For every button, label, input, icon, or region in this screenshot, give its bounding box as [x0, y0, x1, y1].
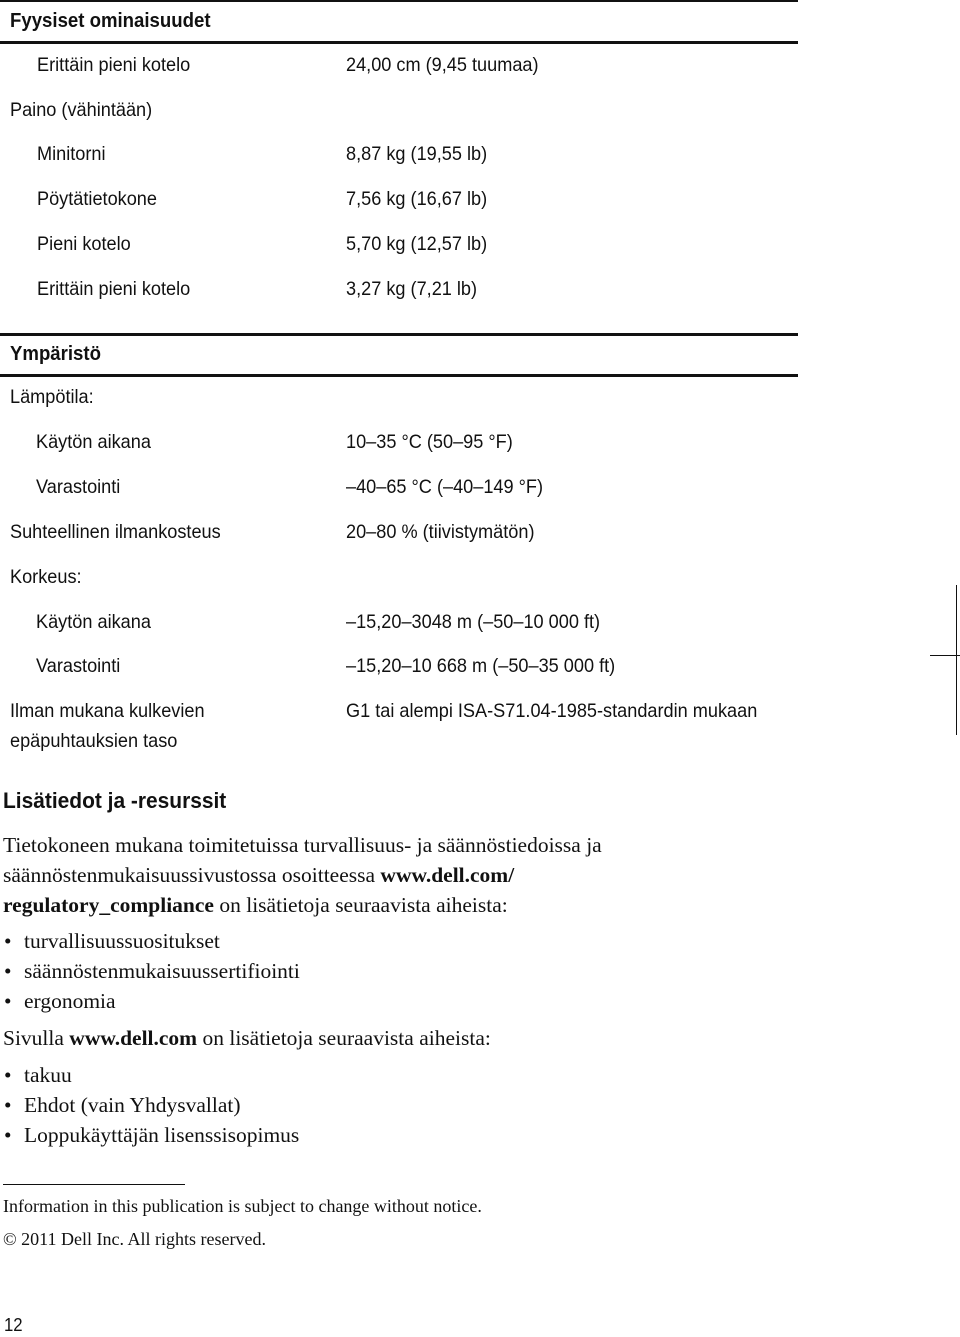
contaminant-label-line2: epäpuhtauksien taso [10, 730, 178, 752]
top-rule [0, 0, 798, 2]
temp-storage-label: Varastointi [36, 476, 121, 498]
regulatory-link-part2[interactable]: regulatory_compliance [3, 893, 214, 917]
weight-small-value: 5,70 kg (12,57 lb) [346, 233, 488, 255]
weight-label: Paino (vähintään) [10, 99, 153, 121]
weight-small-label: Pieni kotelo [37, 233, 131, 255]
list-item: • Ehdot (vain Yhdysvallat) [24, 1093, 241, 1118]
list-item: • säännöstenmukaisuussertifiointi [24, 959, 300, 984]
alt-storage-value: –15,20–10 668 m (–50–35 000 ft) [346, 655, 616, 677]
ultra-small-value: 24,00 cm (9,45 tuumaa) [346, 54, 539, 76]
weight-minitower-label: Minitorni [37, 143, 106, 165]
humidity-label: Suhteellinen ilmankosteus [10, 521, 221, 543]
weight-ultra-small-label: Erittäin pieni kotelo [37, 278, 191, 300]
regulatory-link-part1[interactable]: www.dell.com/ [380, 863, 515, 887]
alt-operating-value: –15,20–3048 m (–50–10 000 ft) [346, 611, 601, 633]
info-paragraph-line2: säännöstenmukaisuussivustossa osoitteessa www.dell.com/ [3, 863, 515, 887]
dell-link[interactable]: www.dell.com [69, 1026, 198, 1050]
env-header-rule [0, 374, 798, 377]
list-item: • ergonomia [24, 989, 116, 1014]
weight-ultra-small-value: 3,27 kg (7,21 lb) [346, 278, 478, 300]
contaminant-label-line1: Ilman mukana kulkevien [10, 700, 205, 722]
ultra-small-label: Erittäin pieni kotelo [37, 54, 191, 76]
contaminant-value: G1 tai alempi ISA-S71.04-1985-standardin mukaan [346, 700, 758, 722]
temperature-label: Lämpötila: [10, 386, 94, 408]
copyright: © 2011 Dell Inc. All rights reserved. [3, 1229, 266, 1249]
temp-operating-label: Käytön aikana [36, 431, 151, 453]
alt-storage-label: Varastointi [36, 655, 121, 677]
list-item: • Loppukäyttäjän lisenssisopimus [24, 1123, 299, 1148]
info-paragraph-line1: Tietokoneen mukana toimitetuissa turvallisuus- ja säännöstiedoissa ja [3, 833, 602, 857]
weight-minitower-value: 8,87 kg (19,55 lb) [346, 143, 488, 165]
physical-title: Fyysiset ominaisuudet [10, 10, 211, 32]
humidity-value: 20–80 % (tiivistymätön) [346, 521, 535, 543]
list-item: • takuu [24, 1063, 72, 1088]
temp-operating-value: 10–35 °C (50–95 °F) [346, 431, 513, 453]
footer-rule [3, 1184, 185, 1185]
alt-operating-label: Käytön aikana [36, 611, 151, 633]
weight-desktop-label: Pöytätietokone [37, 188, 157, 210]
physical-header-rule [0, 41, 798, 44]
crop-mark-vertical [956, 585, 957, 735]
altitude-label: Korkeus: [10, 566, 82, 588]
info-paragraph-2: Sivulla www.dell.com on lisätietoja seuraavista aiheista: [3, 1026, 491, 1050]
weight-desktop-value: 7,56 kg (16,67 lb) [346, 188, 488, 210]
temp-storage-value: –40–65 °C (–40–149 °F) [346, 476, 544, 498]
info-title: Lisätiedot ja -resurssit [3, 788, 227, 813]
crop-mark-horizontal [930, 655, 960, 656]
environment-title: Ympäristö [10, 343, 101, 365]
page-number: 12 [4, 1315, 23, 1335]
env-top-rule [0, 333, 798, 336]
change-notice: Information in this publication is subject to change without notice. [3, 1196, 482, 1216]
info-paragraph-line3: regulatory_compliance on lisätietoja seuraavista aiheista: [3, 893, 508, 917]
list-item: • turvallisuussuositukset [24, 929, 220, 954]
